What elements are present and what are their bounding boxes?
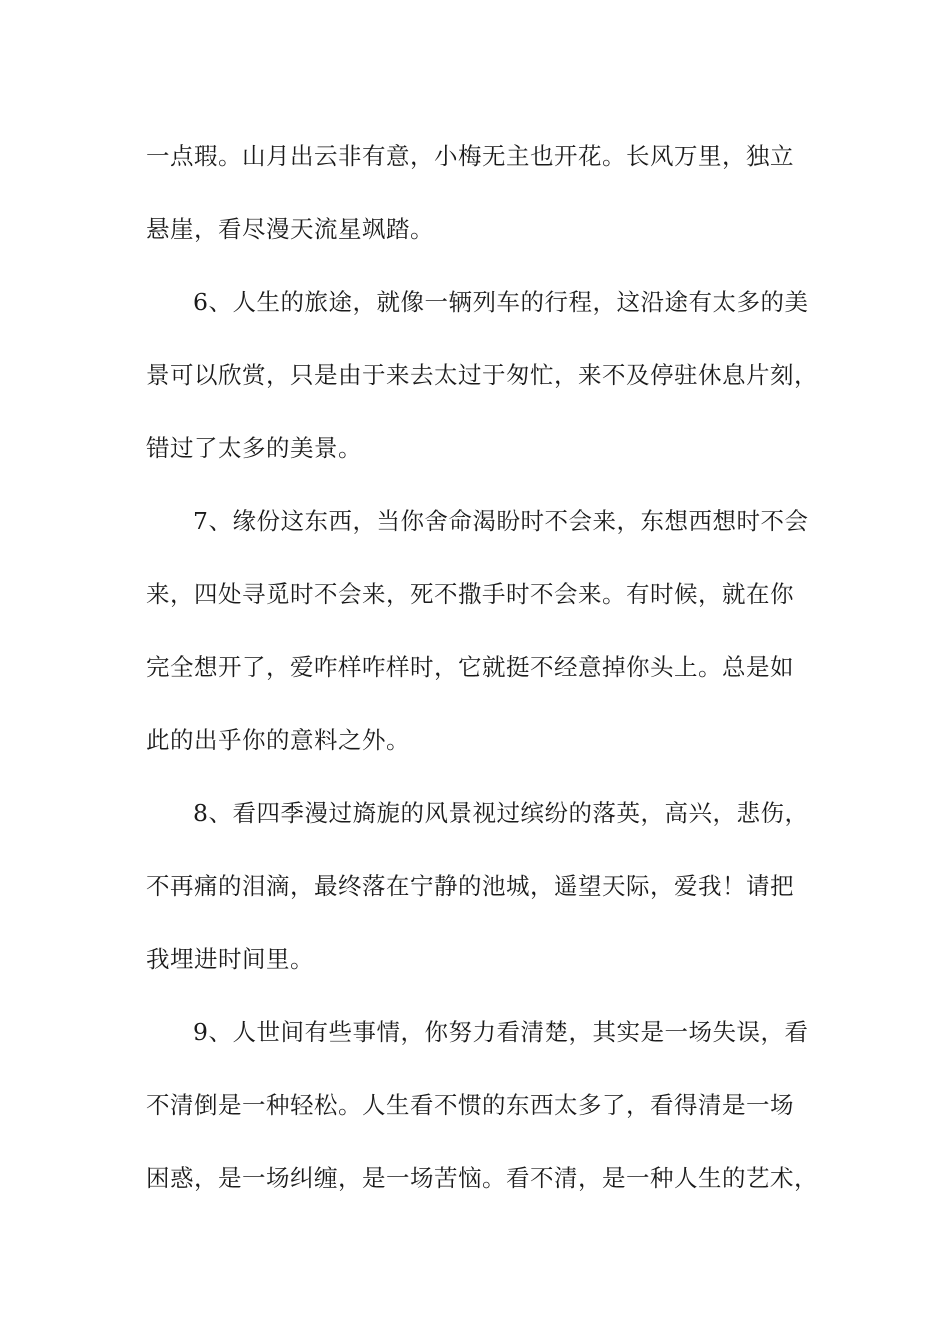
text-line: 一点瑕。山月出云非有意，小梅无主也开花。长风万里，独立 [146, 142, 794, 170]
text-line: 来，四处寻觅时不会来，死不撒手时不会来。有时候，就在你 [146, 580, 794, 608]
paragraph-7-start: 7、缘份这东西，当你舍命渴盼时不会来，东想西想时不会 [193, 507, 809, 535]
text-line: 悬崖，看尽漫天流星飒踏。 [146, 215, 434, 243]
document-page [146, 120, 818, 1215]
paragraph-8-start: 8、看四季漫过旖旎的风景视过缤纷的落英，高兴，悲伤， [193, 799, 809, 827]
text-line: 不再痛的泪滴，最终落在宁静的池城，遥望天际，爱我！请把 [146, 872, 794, 900]
text-line: 我埋进时间里。 [146, 945, 314, 973]
text-line: 困惑，是一场纠缠，是一场苦恼。看不清，是一种人生的艺术， [146, 1164, 818, 1192]
text-line: 错过了太多的美景。 [146, 434, 362, 462]
text-line: 此的出乎你的意料之外。 [146, 726, 410, 754]
paragraph-9-start: 9、人世间有些事情，你努力看清楚，其实是一场失误，看 [193, 1018, 809, 1046]
text-line: 景可以欣赏，只是由于来去太过于匆忙，来不及停驻休息片刻， [146, 361, 818, 389]
paragraph-6-start: 6、人生的旅途，就像一辆列车的行程，这沿途有太多的美 [193, 288, 809, 316]
text-line: 不清倒是一种轻松。人生看不惯的东西太多了，看得清是一场 [146, 1091, 794, 1119]
text-line: 完全想开了，爱咋样咋样时，它就挺不经意掉你头上。总是如 [146, 653, 794, 681]
